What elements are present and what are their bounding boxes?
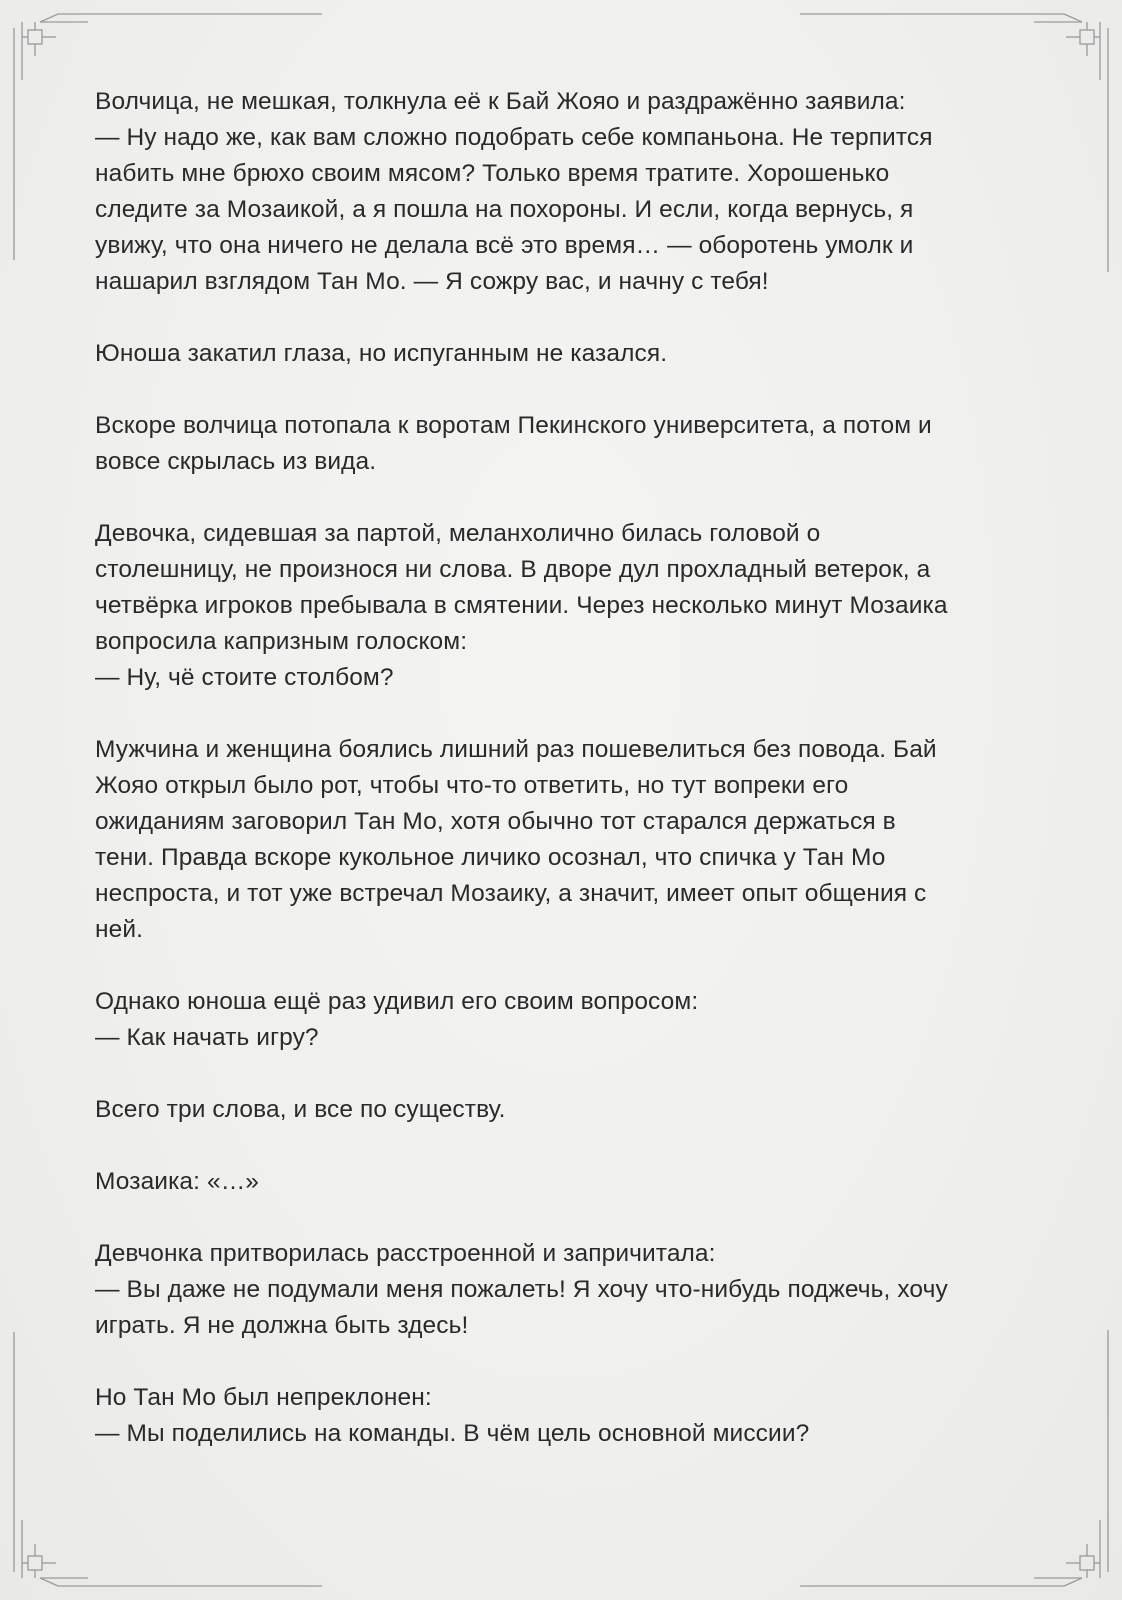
text-line: ожиданиям заговорил Тан Мо, хотя обычно тот старался держаться в <box>95 808 896 835</box>
paragraph-youth-eyes <box>95 336 1025 372</box>
text-line: Вскоре волчица потопала к воротам Пекинского университета, а потом и <box>95 412 932 439</box>
paragraph-wolf-leaves <box>95 408 1025 480</box>
paragraph-question <box>95 984 1025 1056</box>
text-line: вовсе скрылась из вида. <box>95 448 377 475</box>
text-line: Мужчина и женщина боялись лишний раз пошевелиться без повода. Бай <box>95 736 937 763</box>
story-text <box>95 84 1025 1488</box>
paragraph-tan-mo-speaks <box>95 732 1025 948</box>
paragraph-mosaic-silence <box>95 1164 1025 1200</box>
text-line: Мозаика: «…» <box>95 1168 260 1195</box>
text-line: — Вы даже не подумали меня пожалеть! Я хочу что-нибудь поджечь, хочу <box>95 1276 948 1303</box>
text-line: Но Тан Мо был непреклонен: <box>95 1384 432 1411</box>
text-line: столешницу, не произнося ни слова. В дворе дул прохладный ветерок, а <box>95 556 931 583</box>
text-line: неспроста, и тот уже встречал Мозаику, а значит, имеет опыт общения с <box>95 880 927 907</box>
text-line: набить мне брюхо своим мясом? Только время тратите. Хорошенько <box>95 160 890 187</box>
text-line: Девчонка притворилась расстроенной и запричитала: <box>95 1240 716 1267</box>
text-line: тени. Правда вскоре кукольное личико осознал, что спичка у Тан Мо <box>95 844 886 871</box>
text-line: ней. <box>95 916 144 943</box>
paragraph-girl-whines <box>95 1236 1025 1344</box>
paragraph-girl-desk <box>95 516 1025 696</box>
text-line: нашарил взглядом Тан Мо. — Я сожру вас, и начну с тебя! <box>95 268 769 295</box>
text-line: играть. Я не должна быть здесь! <box>95 1312 469 1339</box>
text-line: вопросила капризным голоском: <box>95 628 468 655</box>
text-line: — Ну, чё стоите столбом? <box>95 664 394 691</box>
text-line: — Как начать игру? <box>95 1024 319 1051</box>
text-line: — Мы поделились на команды. В чём цель основной миссии? <box>95 1420 810 1447</box>
text-line: следите за Мозаикой, а я пошла на похороны. И если, когда вернусь, я <box>95 196 914 223</box>
text-line: — Ну надо же, как вам сложно подобрать себе компаньона. Не терпится <box>95 124 933 151</box>
paragraph-wolf-speech <box>95 84 1025 300</box>
text-line: увижу, что она ничего не делала всё это время… — оборотень умолк и <box>95 232 914 259</box>
text-line: Волчица, не мешкая, толкнула её к Бай Жояо и раздражённо заявила: <box>95 88 906 115</box>
paragraph-three-words <box>95 1092 1025 1128</box>
text-line: четвёрка игроков пребывала в смятении. Через несколько минут Мозаика <box>95 592 948 619</box>
text-line: Однако юноша ещё раз удивил его своим вопросом: <box>95 988 699 1015</box>
paragraph-tan-mo-firm <box>95 1380 1025 1452</box>
text-line: Юноша закатил глаза, но испуганным не казался. <box>95 340 668 367</box>
text-line: Всего три слова, и все по существу. <box>95 1096 506 1123</box>
text-line: Девочка, сидевшая за партой, меланхолично билась головой о <box>95 520 821 547</box>
text-line: Жояо открыл было рот, чтобы что-то ответить, но тут вопреки его <box>95 772 849 799</box>
